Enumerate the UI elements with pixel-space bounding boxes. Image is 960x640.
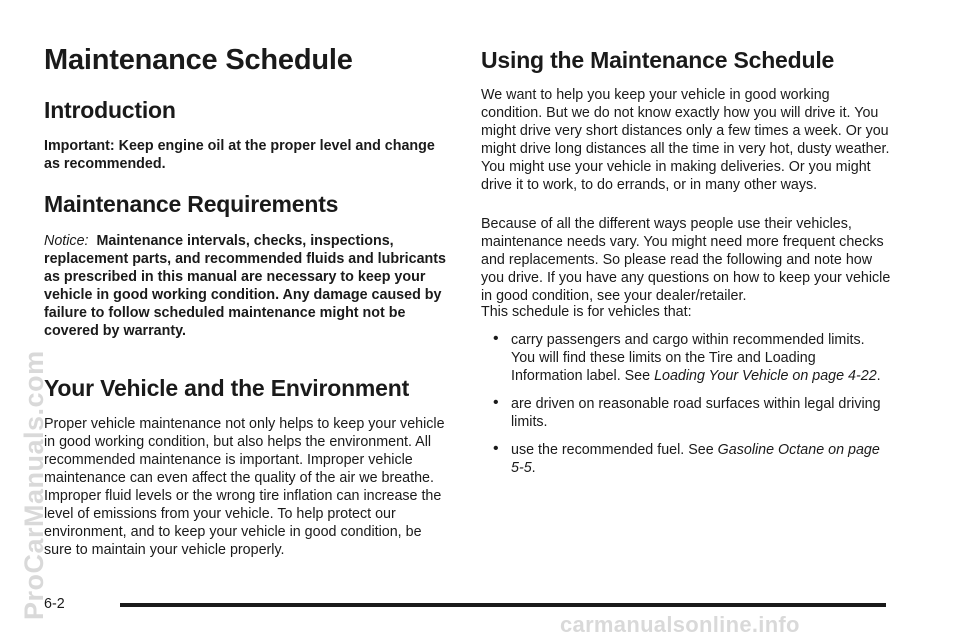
list-item: • are driven on reasonable road surfaces within legal driving limits.: [481, 395, 891, 431]
environment-text: Proper vehicle maintenance not only helps to keep your vehicle in good working condition, but also helps the environment. All recommended maintenance is important. Improper vehicle maintenance can even affect the quality of the air we breathe. Improper fluid levels or the wrong tire inflation can increase the level of emissions from your vehicle. To help protect our environment, and to keep your vehicle in good condition, be sure to maintain your vehicle properly.: [44, 416, 445, 558]
list-item: • use the recommended fuel. See Gasoline Octane on page 5-5.: [481, 441, 891, 477]
page-number: 6-2: [44, 596, 65, 612]
paragraph-1: We want to help you keep your vehicle in good working condition. But we do not know exactly how you will drive it. You might drive very short distances only a few times a week. Or you might drive long distances all the time in very hot, dusty weather. You might use your vehicle in making deliveries. Or you might drive it to work, to do errands, or in many other ways.: [481, 87, 890, 193]
footer-rule: [120, 603, 886, 607]
maintenance-requirements-heading: Maintenance Requirements: [44, 191, 339, 217]
notice-paragraph: [44, 232, 452, 340]
environment-heading: Your Vehicle and the Environment: [44, 375, 410, 401]
page-title: Maintenance Schedule: [44, 44, 353, 76]
list-item: • carry passengers and cargo within recommended limits. You will find these limits on the Tire and Loading Information label. See Loading Your Vehicle on page 4-22.: [481, 331, 891, 385]
loading-vehicle-link[interactable]: Loading Your Vehicle on page 4-22: [654, 368, 877, 384]
using-schedule-heading: Using the Maintenance Schedule: [481, 47, 835, 73]
notice-label: Notice:: [44, 233, 89, 249]
paragraph-2: Because of all the different ways people use their vehicles, maintenance needs vary. You might need more frequent checks and replacements. So please read the following and note how you drive. If you have any questions on how to keep your vehicle in good condition, see your dealer/retailer.: [481, 216, 891, 304]
gasoline-octane-link[interactable]: Gasoline Octane on page 5-5: [511, 442, 880, 476]
vehicle-criteria-list: [481, 331, 891, 487]
paragraph-3: This schedule is for vehicles that:: [481, 304, 692, 320]
notice-text: Maintenance intervals, checks, inspections, replacement parts, and recommended fluids and lubricants as prescribed in this manual are necessary to keep your vehicle in good working condition. Any damage caused by failure to follow scheduled maintenance might not be covered by warranty.: [44, 233, 447, 339]
bottom-watermark: carmanualsonline.info: [560, 612, 800, 637]
introduction-heading: Introduction: [44, 97, 176, 123]
introduction-text: Important: Keep engine oil at the proper level and change as recommended.: [44, 138, 435, 172]
